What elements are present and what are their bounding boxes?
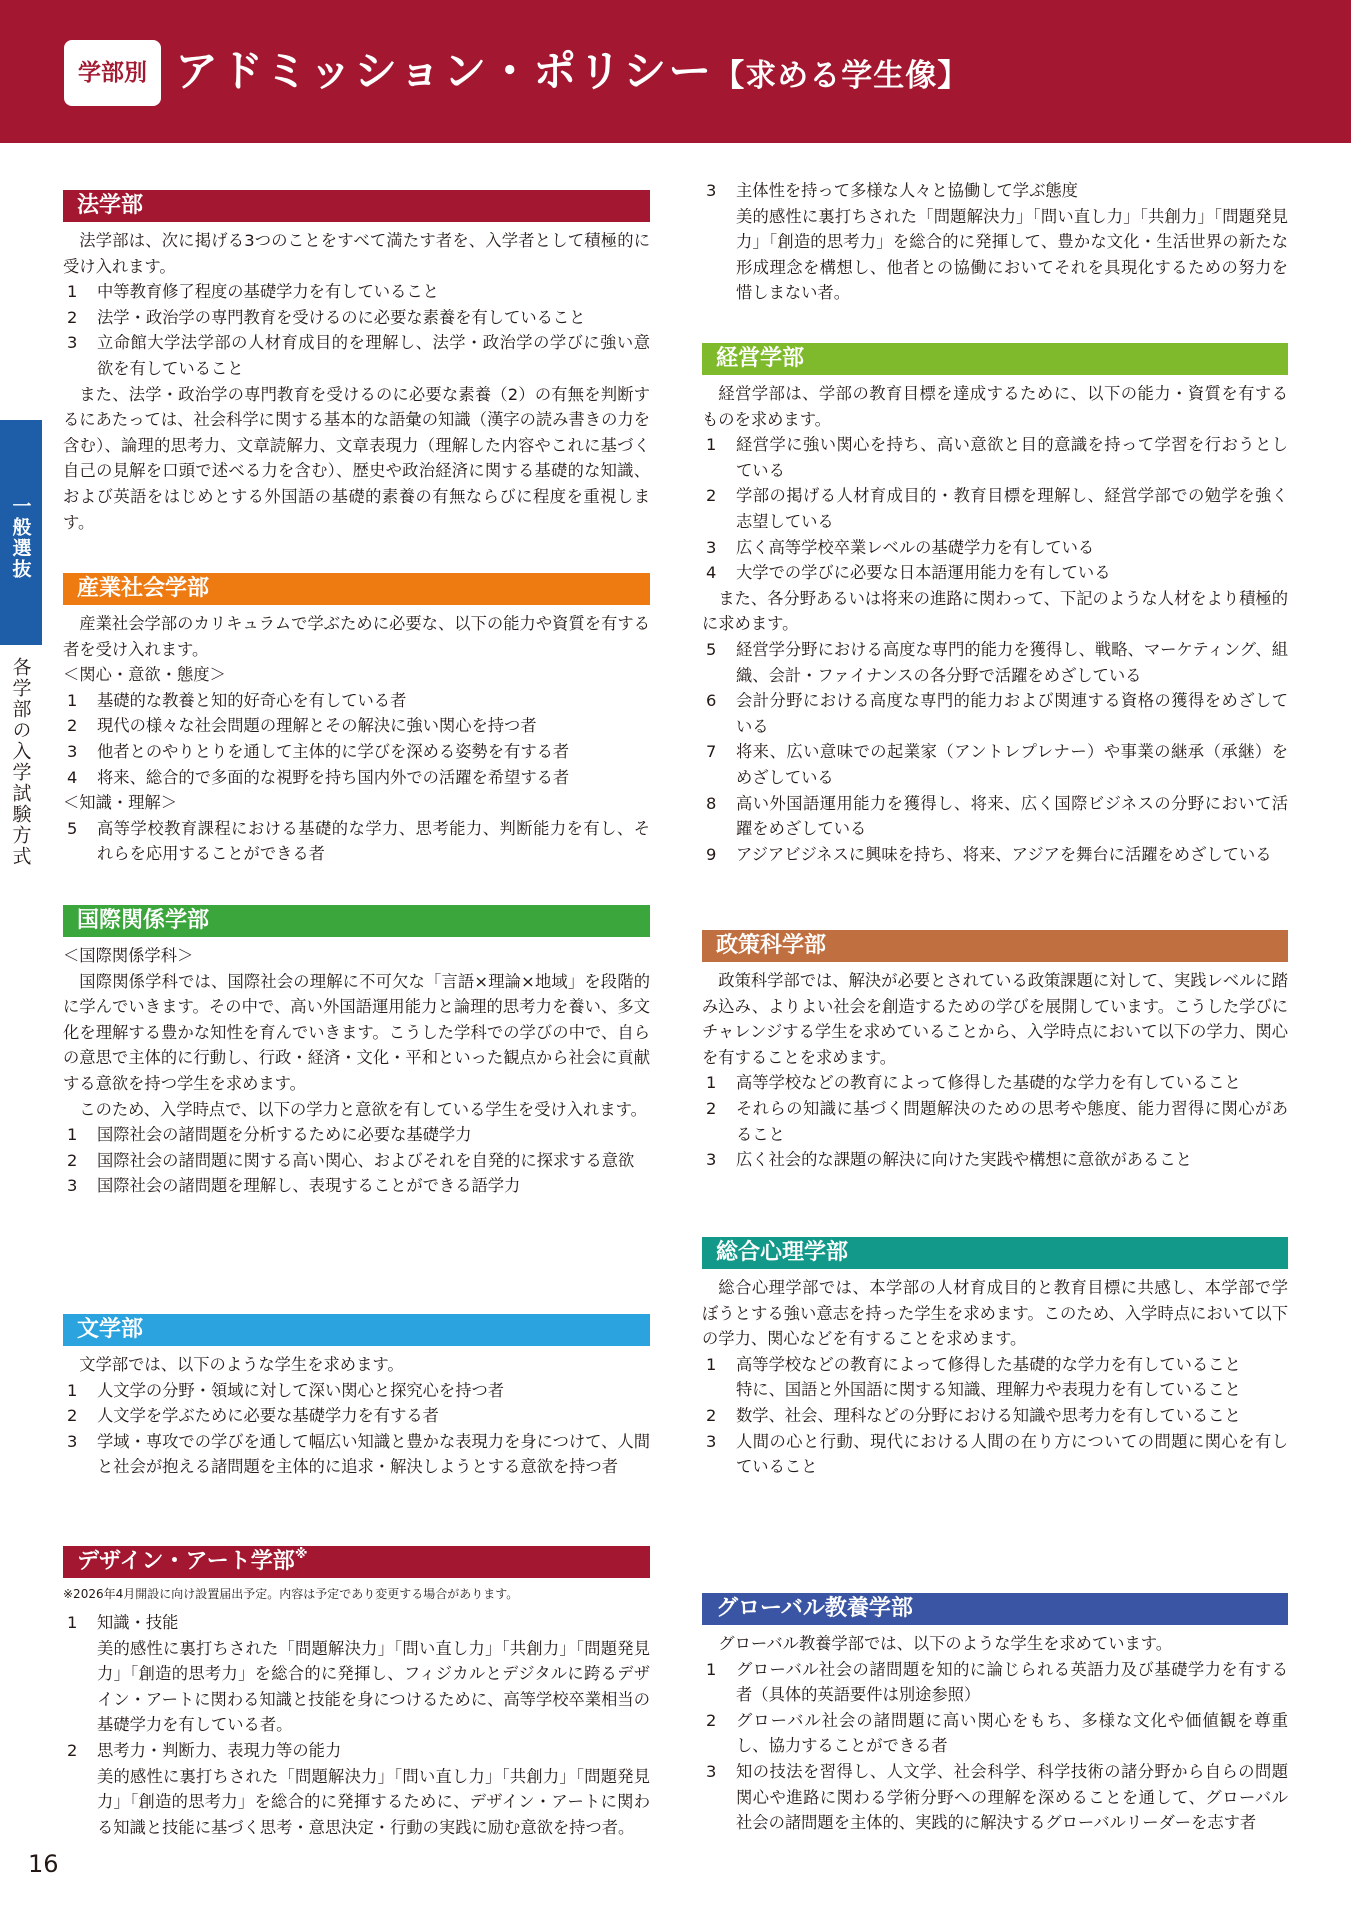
list-item <box>63 305 650 331</box>
item-text: 人文学の分野・領域に対して深い関心と探究心を持つ者 <box>97 1380 505 1400</box>
item-text: 高等学校などの教育によって修得した基礎的な学力を有していること <box>736 1354 1241 1374</box>
item-number: 3 <box>706 1761 717 1781</box>
list-item <box>702 688 1288 739</box>
list-item <box>63 713 650 739</box>
item-text: 知の技法を習得し、人文学、社会科学、科学技術の諸分野から自らの問題関心や進路に関わる学術分野への理解を深めることを通して、グローバル社会の諸問題を主体的、実践的に解決するグローバルリーダーを志す者 <box>736 1761 1288 1833</box>
item-heading: 知識・技能 <box>97 1613 179 1632</box>
item-text: 将来、総合的で多面的な視野を持ち国内外での活躍を希望する者 <box>97 767 570 787</box>
item-text: グローバル社会の諸問題を知的に論じられる英語力及び基礎学力を有する者（具体的英語要件は別途参照） <box>736 1659 1288 1705</box>
note-mark: ※ <box>294 1547 308 1562</box>
item-text: 美的感性に裏打ちされた「問題解決力」「問い直し力」「共創力」「問題発見力」「創造的思考力」を総合的に発揮し、フィジカルとデジタルに跨るデザイン・アートに関わる知識と技能を身につけるために、高等学校卒業相当の基礎学力を有している者。 <box>97 1638 650 1735</box>
item-number: 1 <box>706 1354 717 1374</box>
list-item <box>63 1429 650 1480</box>
header-tag: 学部別 <box>64 40 161 106</box>
list-item <box>702 1096 1288 1147</box>
item-text: 大学での学びに必要な日本語運用能力を有している <box>736 563 1111 583</box>
item-number: 1 <box>706 435 717 455</box>
item-text: 学部の掲げる人材育成目的・教育目標を理解し、経営学部での勉学を強く志望している <box>736 486 1288 531</box>
list-item <box>702 791 1288 842</box>
item-text: 広く高等学校卒業レベルの基礎学力を有している <box>736 537 1095 557</box>
list-item <box>702 1352 1288 1378</box>
section-intro: 国際関係学科では、国際社会の理解に不可欠な「言語×理論×地域」を段階的に学んでいきます。その中で、高い外国語運用能力と論理的思考力を養い、多文化を理解する豊かな知性を育んでいきます。こうした学科での学びの中で、自らの意思で主体的に行動し、行政・経済・文化・平和といった観点から社会に貢献する意欲を持つ学生を求めます。 <box>63 971 650 1093</box>
item-number: 1 <box>67 1125 78 1145</box>
list-item <box>702 1429 1288 1480</box>
section-business <box>702 343 1288 867</box>
item-number: 2 <box>67 307 78 327</box>
side-tab-general-selection[interactable] <box>0 420 42 645</box>
section-title: 文学部 <box>63 1314 650 1346</box>
list-item <box>63 739 650 765</box>
item-number: 2 <box>706 486 717 506</box>
section-psych <box>702 1237 1288 1480</box>
item-text: 高い外国語運用能力を獲得し、将来、広く国際ビジネスの分野において活躍をめざしている <box>736 793 1288 839</box>
section-note: ※2026年4月開設に向け設置届出予定。内容は予定であり変更する場合があります。 <box>63 1587 519 1601</box>
list-item <box>702 560 1288 586</box>
list-item <box>63 1738 650 1764</box>
item-number: 5 <box>706 639 717 659</box>
group-heading: ＜関心・意欲・態度＞ <box>63 665 226 685</box>
item-number: 1 <box>706 1073 717 1093</box>
section-intro: 経営学部は、学部の教育目標を達成するために、以下の能力・資質を有するものを求めます。 <box>702 384 1288 429</box>
item-text: 中等教育修了程度の基礎学力を有していること <box>97 282 439 302</box>
list-item <box>63 1403 650 1429</box>
list-item <box>63 1173 650 1199</box>
section-intro: 政策科学部では、解決が必要とされている政策課題に対して、実践レベルに踏み込み、よりよい社会を創造するための学びを展開しています。こうした学びにチャレンジする学生を求めていることから、入学時点において以下の学力、関心を有することを求めます。 <box>702 971 1288 1067</box>
section-intro: 文学部では、以下のような学生を求めます。 <box>79 1355 404 1374</box>
section-title: 産業社会学部 <box>63 573 650 605</box>
item-heading: 主体性を持って多様な人々と協働して学ぶ態度 <box>736 181 1078 200</box>
section-title-text: デザイン・アート学部 <box>77 1549 295 1574</box>
section-policy <box>702 930 1288 1173</box>
item-text: 国際社会の諸問題に関する高い関心、およびそれを自発的に探求する意欲 <box>97 1150 635 1170</box>
section-letters <box>63 1314 650 1480</box>
section-intl <box>63 905 650 1199</box>
item-number: 3 <box>67 1176 78 1196</box>
list-item <box>702 1759 1288 1836</box>
item-number: 1 <box>67 690 78 710</box>
item-text: 人間の心と行動、現代における人間の在り方についての問題に関心を有していること <box>736 1431 1288 1477</box>
section-middle: また、各分野あるいは将来の進路に関わって、下記のような人材をより積極的に求めます。 <box>702 588 1288 634</box>
item-text: 高等学校教育課程における基礎的な学力、思考能力、判断能力を有し、それらを応用することができる者 <box>97 818 650 864</box>
section-intro: 産業社会学部のカリキュラムで学ぶために必要な、以下の能力や資質を有する者を受け入れます。 <box>63 614 650 659</box>
section-design <box>63 1546 650 1840</box>
side-tab-entrance-methods[interactable] <box>0 645 42 885</box>
item-number: 2 <box>67 716 78 736</box>
item-text: 広く社会的な課題の解決に向けた実践や構想に意欲があること <box>736 1150 1192 1170</box>
list-item <box>63 1122 650 1148</box>
item-number: 2 <box>706 1098 717 1118</box>
list-item <box>63 279 650 305</box>
item-text: 現代の様々な社会問題の理解とその解決に強い関心を持つ者 <box>97 716 537 736</box>
section-title: グローバル教養学部 <box>702 1593 1288 1625</box>
item-text: 国際社会の諸問題を分析するために必要な基礎学力 <box>97 1125 472 1145</box>
item-number: 7 <box>706 742 717 762</box>
item-text: 経営学分野における高度な専門的能力を獲得し、戦略、マーケティング、組織、会計・ファイナンスの各分野で活躍をめざしている <box>736 639 1288 685</box>
section-title: 法学部 <box>63 190 650 222</box>
section-intro: 総合心理学部では、本学部の人材育成目的と教育目標に共感し、本学部で学ぼうとする強い意志を持った学生を求めます。このため、入学時点において以下の学力、関心などを有することを求めます。 <box>702 1278 1288 1349</box>
item-number: 3 <box>706 181 717 200</box>
item-number: 6 <box>706 691 717 711</box>
item-text: 人文学を学ぶために必要な基礎学力を有する者 <box>97 1406 439 1426</box>
list-item <box>702 483 1288 534</box>
section-title: 政策科学部 <box>702 930 1288 962</box>
section-design-continued <box>702 178 1288 306</box>
item-text: 美的感性に裏打ちされた「問題解決力」「問い直し力」「共創力」「問題発見力」「創造的思考力」を総合的に発揮して、豊かな文化・生活世界の新たな形成理念を構想し、他者との協働においてそれを具現化するための努力を惜しまない者。 <box>736 206 1288 303</box>
item-number: 2 <box>67 1150 78 1170</box>
list-item <box>63 1378 650 1404</box>
list-item <box>63 765 650 791</box>
section-intro: グローバル教養学部では、以下のような学生を求めています。 <box>718 1634 1173 1653</box>
section-title <box>63 1546 650 1578</box>
item-text: 立命館大学法学部の人材育成目的を理解し、法学・政治学の学びに強い意欲を有していること <box>97 333 650 378</box>
group-heading: ＜知識・理解＞ <box>63 793 177 813</box>
list-item <box>702 842 1288 868</box>
list-item <box>63 816 650 867</box>
item-text: 美的感性に裏打ちされた「問題解決力」「問い直し力」「共創力」「問題発見力」「創造的思考力」を総合的に発揮するために、デザイン・アートに関わる知識と技能に基づく思考・意思決定・行動の実践に励む意欲を持つ者。 <box>97 1766 650 1837</box>
side-tab-label: 一般選抜 <box>9 496 32 580</box>
item-text: 数学、社会、理科などの分野における知識や思考力を有していること <box>736 1405 1241 1425</box>
item-heading: 思考力・判断力、表現力等の能力 <box>97 1740 342 1760</box>
item-text: グローバル社会の諸問題に高い関心をもち、多様な文化や価値観を尊重し、協力することができる者 <box>736 1710 1288 1756</box>
item-number: 3 <box>706 537 717 557</box>
list-item <box>702 1657 1288 1708</box>
list-item <box>702 637 1288 688</box>
item-text: アジアビジネスに興味を持ち、将来、アジアを舞台に活躍をめざしている <box>736 844 1272 864</box>
list-item <box>702 1147 1288 1173</box>
section-closing: また、法学・政治学の専門教育を受けるのに必要な素養（2）の有無を判断するにあたっては、社会科学に関する基本的な語彙の知識（漢字の読み書きの力を含む）、論理的思考力、文章読解力、文章表現力（理解した内容やこれに基づく自己の見解を口頭で述べる力を含む）、歴史や政治経済に関する基礎的な知識、および英語をはじめとする外国語の基礎的素養の有無ならびに程度を重視します。 <box>63 384 650 532</box>
list-item <box>702 432 1288 483</box>
item-number: 4 <box>706 563 717 583</box>
item-number: 3 <box>67 741 78 761</box>
list-item <box>63 1148 650 1174</box>
list-item <box>63 688 650 714</box>
item-number: 1 <box>67 1380 78 1400</box>
item-number: 2 <box>67 1740 78 1760</box>
list-item <box>63 1610 650 1636</box>
list-item <box>702 178 1288 204</box>
dept-heading: ＜国際関係学科＞ <box>63 946 194 965</box>
item-number: 4 <box>67 767 78 787</box>
section-law <box>63 190 650 535</box>
item-number: 8 <box>706 793 717 813</box>
list-item <box>702 1070 1288 1096</box>
item-number: 1 <box>706 1659 717 1679</box>
item-text: 法学・政治学の専門教育を受けるのに必要な素養を有していること <box>97 307 586 327</box>
item-number: 1 <box>67 1613 78 1632</box>
side-tab-label: 各学部の入学試験方式 <box>9 657 32 867</box>
item-text: 高等学校などの教育によって修得した基礎的な学力を有していること <box>736 1073 1241 1093</box>
item-text: 経営学に強い関心を持ち、高い意欲と目的意識を持って学習を行おうとしている <box>736 435 1288 480</box>
list-item <box>702 739 1288 790</box>
item-number: 9 <box>706 844 717 864</box>
section-intro-2: このため、入学時点で、以下の学力と意欲を有している学生を受け入れます。 <box>79 1099 647 1119</box>
item-number: 1 <box>67 282 78 302</box>
page-title-sub: 【求める学生像】 <box>713 58 970 94</box>
page-title-main: アドミッション・ポリシー <box>175 47 714 97</box>
section-intro: 法学部は、次に掲げる3つのことをすべて満たす者を、入学者として積極的に受け入れます。 <box>63 231 650 276</box>
item-number: 5 <box>67 818 78 838</box>
item-number: 2 <box>706 1710 717 1730</box>
section-social <box>63 573 650 867</box>
section-title: 総合心理学部 <box>702 1237 1288 1269</box>
item-text: 国際社会の諸問題を理解し、表現することができる語学力 <box>97 1176 521 1196</box>
list-item <box>63 330 650 381</box>
item-text: それらの知識に基づく問題解決のための思考や態度、能力習得に関心があること <box>736 1098 1288 1144</box>
section-title: 国際関係学部 <box>63 905 650 937</box>
item-number: 3 <box>67 1431 78 1451</box>
page-number: 16 <box>28 1850 59 1878</box>
item-text: 他者とのやりとりを通して主体的に学びを深める姿勢を有する者 <box>97 741 570 761</box>
item-number: 2 <box>67 1406 78 1426</box>
list-item <box>702 1708 1288 1759</box>
item-number: 2 <box>706 1405 717 1425</box>
header-banner <box>0 0 1351 143</box>
item-text: 会計分野における高度な専門的能力および関連する資格の獲得をめざしている <box>736 691 1288 736</box>
list-item <box>702 1403 1288 1429</box>
item-text: 将来、広い意味での起業家（アントレプレナー）や事業の継承（承継）をめざしている <box>736 742 1288 787</box>
item-number: 3 <box>706 1150 717 1170</box>
item-number: 3 <box>67 333 78 353</box>
page-title <box>175 36 969 112</box>
section-title: 経営学部 <box>702 343 1288 375</box>
item-text: 学域・専攻での学びを通して幅広い知識と豊かな表現力を身につけて、人間と社会が抱える諸問題を主体的に追求・解決しようとする意欲を持つ者 <box>97 1431 650 1477</box>
item-extra: 特に、国語と外国語に関する知識、理解力や表現力を有していること <box>736 1380 1241 1400</box>
item-number: 3 <box>706 1431 717 1451</box>
item-text: 基礎的な教養と知的好奇心を有している者 <box>97 690 407 710</box>
section-global <box>702 1593 1288 1836</box>
list-item <box>702 535 1288 561</box>
